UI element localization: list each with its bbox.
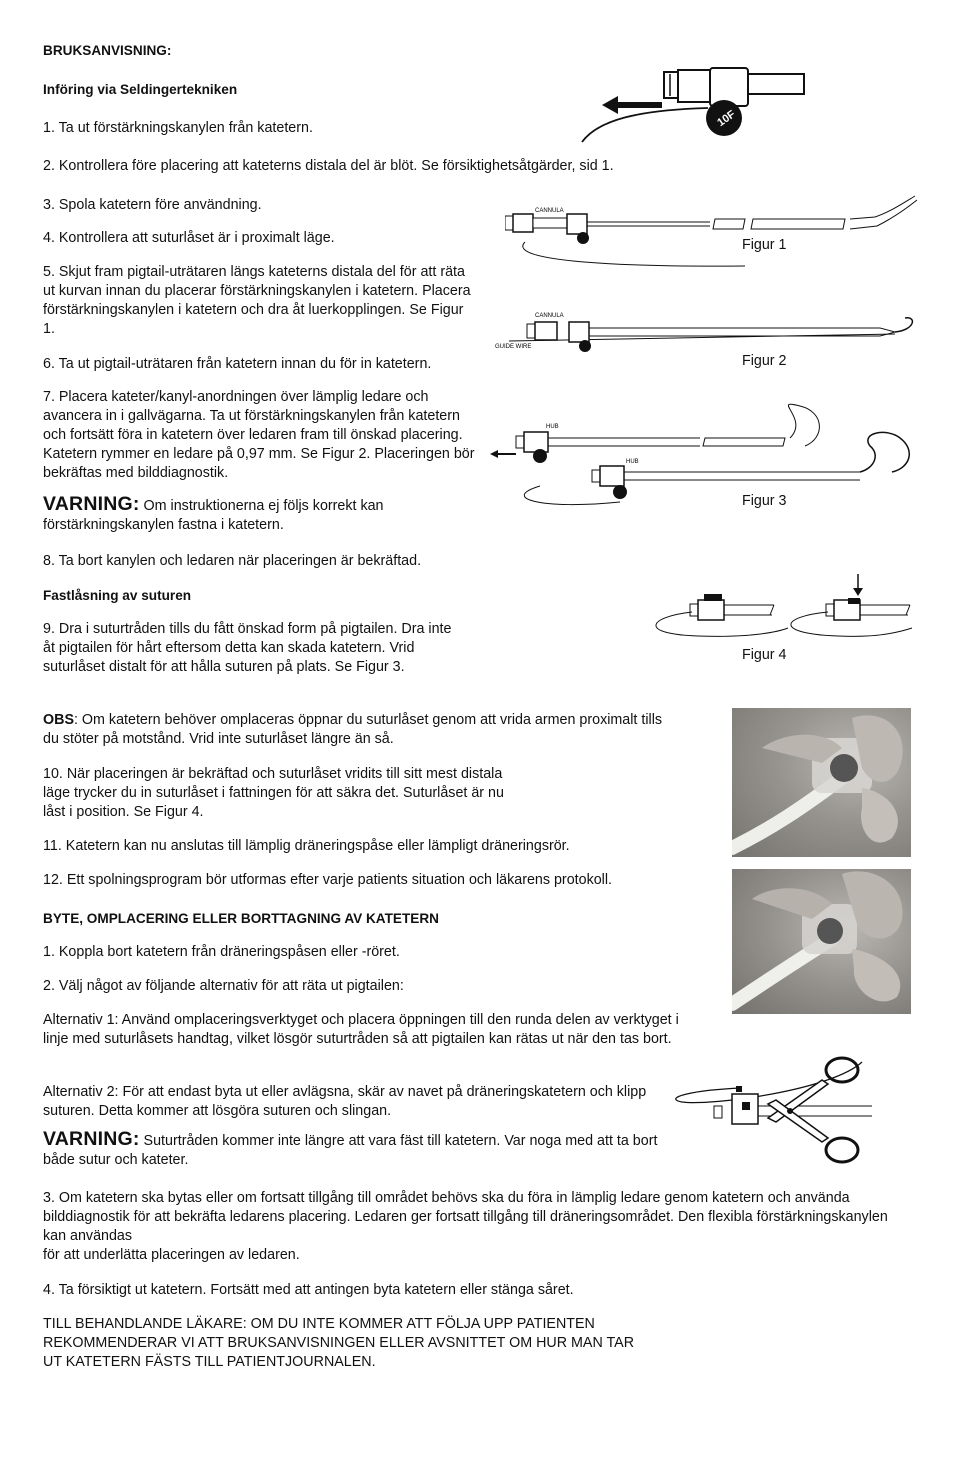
figure-4-caption: Figur 4 (742, 647, 787, 663)
figure-4-illustration (648, 572, 918, 642)
suture-lock-closeup-illustration (578, 60, 808, 145)
step-11: 11. Katetern kan nu anslutas till lämplig dräneringspåse eller lämpligt dräneringsrör. (43, 838, 570, 854)
step-4: 4. Kontrollera att suturlåset är i proximalt läge. (43, 230, 335, 246)
hub-label: HUB (626, 459, 639, 465)
scissors-cutting-hub-illustration (672, 1050, 872, 1170)
step-8: 8. Ta bort kanylen och ledaren när placeringen är bekräftad. (43, 553, 422, 569)
figure-2-illustration (495, 308, 925, 358)
section-heading-seldinger: Införing via Seldingertekniken (43, 82, 238, 97)
cannula-label: CANNULA (535, 208, 564, 214)
step-5: 5. Skjut fram pigtail-uträtaren längs kateterns distala del för att räta ut kurvan innan du placerar förstärkningskanylen i katetern. Placera förstärkningskanylen i katetern och dra åt luerkopplingen. Se Figur 1. (43, 264, 471, 337)
obs-label: OBS (43, 712, 74, 728)
warning-label: VARNING: (43, 1128, 140, 1150)
section-heading-suture-lock: Fastlåsning av suturen (43, 588, 192, 603)
warning-text: Om instruktionerna ej följs korrekt kan förstärkningskanylen fastna i katetern. (43, 498, 384, 533)
photo-suture-lock-locking (732, 869, 911, 1014)
figure-2-caption: Figur 2 (742, 353, 787, 369)
photo-suture-lock-unlocking (732, 708, 911, 857)
lock-marking: 10F (715, 108, 738, 130)
replace-step-2: 2. Välj något av följande alternativ för att räta ut pigtailen: (43, 978, 404, 994)
guide-wire-label: GUIDE WIRE (495, 344, 532, 350)
alternative-1: Alternativ 1: Använd omplaceringsverktyget och placera öppningen till den runda delen av verktyget i linje med suturlåsets handtag, vilket lösgör suturtråden så att pigtailen kan rätas ut när den tas bort. (43, 1012, 679, 1047)
alternative-2: Alternativ 2: För att endast byta ut eller avlägsna, skär av navet på dräneringskatetern och klipp suturen. Detta kommer att lösgöra suturen och slingan. (43, 1084, 647, 1119)
section-heading-replace: BYTE, OMPLACERING ELLER BORTTAGNING AV KATETERN (43, 911, 439, 926)
cannula-label: CANNULA (535, 313, 564, 319)
replace-step-3: 3. Om katetern ska bytas eller om fortsatt tillgång till området behövs ska du föra in lämplig ledare genom katetern och använda bilddiagnostik för att bekräfta ledarens placering. Ledaren ger fortsatt tillgång till dräneringsområdet. Den flexibla förstärkningskanylen kan användas (43, 1190, 888, 1244)
physician-notice: TILL BEHANDLANDE LÄKARE: OM DU INTE KOMMER ATT FÖLJA UPP PATIENTEN REKOMMENDERAR VI ATT BRUKSANVISNINGEN ELLER AVSNITTET OM HUR MAN TAR UT KATETERN FÄSTS TILL PATIENTJOURNALEN. (43, 1316, 635, 1370)
step-7: 7. Placera kateter/kanyl-anordningen över lämplig ledare och avancera in i gallvägarna. Ta ut förstärkningskanylen från katetern och fortsätt föra in katetern över ledaren fram till önskad placering. Katetern rymmer en ledare på 0,97 mm. Se Figur 2. Placeringen bör bekräftas med bilddiagnostik. (43, 389, 475, 481)
step-6: 6. Ta ut pigtail-uträtaren från katetern innan du för in katetern. (43, 356, 432, 372)
step-2: 2. Kontrollera före placering att kateterns distala del är blöt. Se försiktighetsåtgärder, sid 1. (43, 158, 614, 174)
step-12: 12. Ett spolningsprogram bör utformas efter varje patients situation och läkarens protokoll. (43, 872, 612, 888)
obs-note (43, 711, 663, 749)
warning-2 (43, 1130, 673, 1170)
step-3: 3. Spola katetern före användning. (43, 197, 262, 213)
replace-step-3-continued: för att underlätta placeringen av ledaren. (43, 1247, 300, 1263)
figure-1-caption: Figur 1 (742, 237, 787, 253)
warning-label: VARNING: (43, 493, 140, 515)
replace-step-4: 4. Ta försiktigt ut katetern. Fortsätt med att antingen byta katetern eller stänga såret. (43, 1282, 574, 1298)
figure-1-illustration (505, 192, 925, 272)
step-1: 1. Ta ut förstärkningskanylen från katetern. (43, 120, 313, 136)
warning-text: Suturtråden kommer inte längre att vara fäst till katetern. Var noga med att ta bort både sutur och kateter. (43, 1133, 658, 1168)
page-heading: BRUKSANVISNING: (43, 43, 172, 58)
replace-step-1: 1. Koppla bort katetern från dräneringspåsen eller -röret. (43, 944, 400, 960)
figure-3-caption: Figur 3 (742, 493, 787, 509)
obs-text: : Om katetern behöver omplaceras öppnar du suturlåset genom att vrida armen proximalt tills du stöter på motstånd. Vrid inte suturlåset längre än så. (43, 712, 663, 747)
step-9: 9. Dra i suturtråden tills du fått önskad form på pigtailen. Dra inte åt pigtailen för hårt eftersom detta kan skada katetern. Vrid suturlåset distalt för att hålla suturen på plats. Se Figur 3. (43, 621, 452, 675)
step-10: 10. När placeringen är bekräftad och suturlåset vridits till sitt mest distala läge trycker du in suturlåset i fattningen för att säkra det. Suturlåset är nu låst i position. Se Figur 4. (43, 766, 504, 820)
warning-1 (43, 495, 443, 535)
figure-3-illustration (480, 398, 925, 513)
hub-label: HUB (546, 424, 559, 430)
